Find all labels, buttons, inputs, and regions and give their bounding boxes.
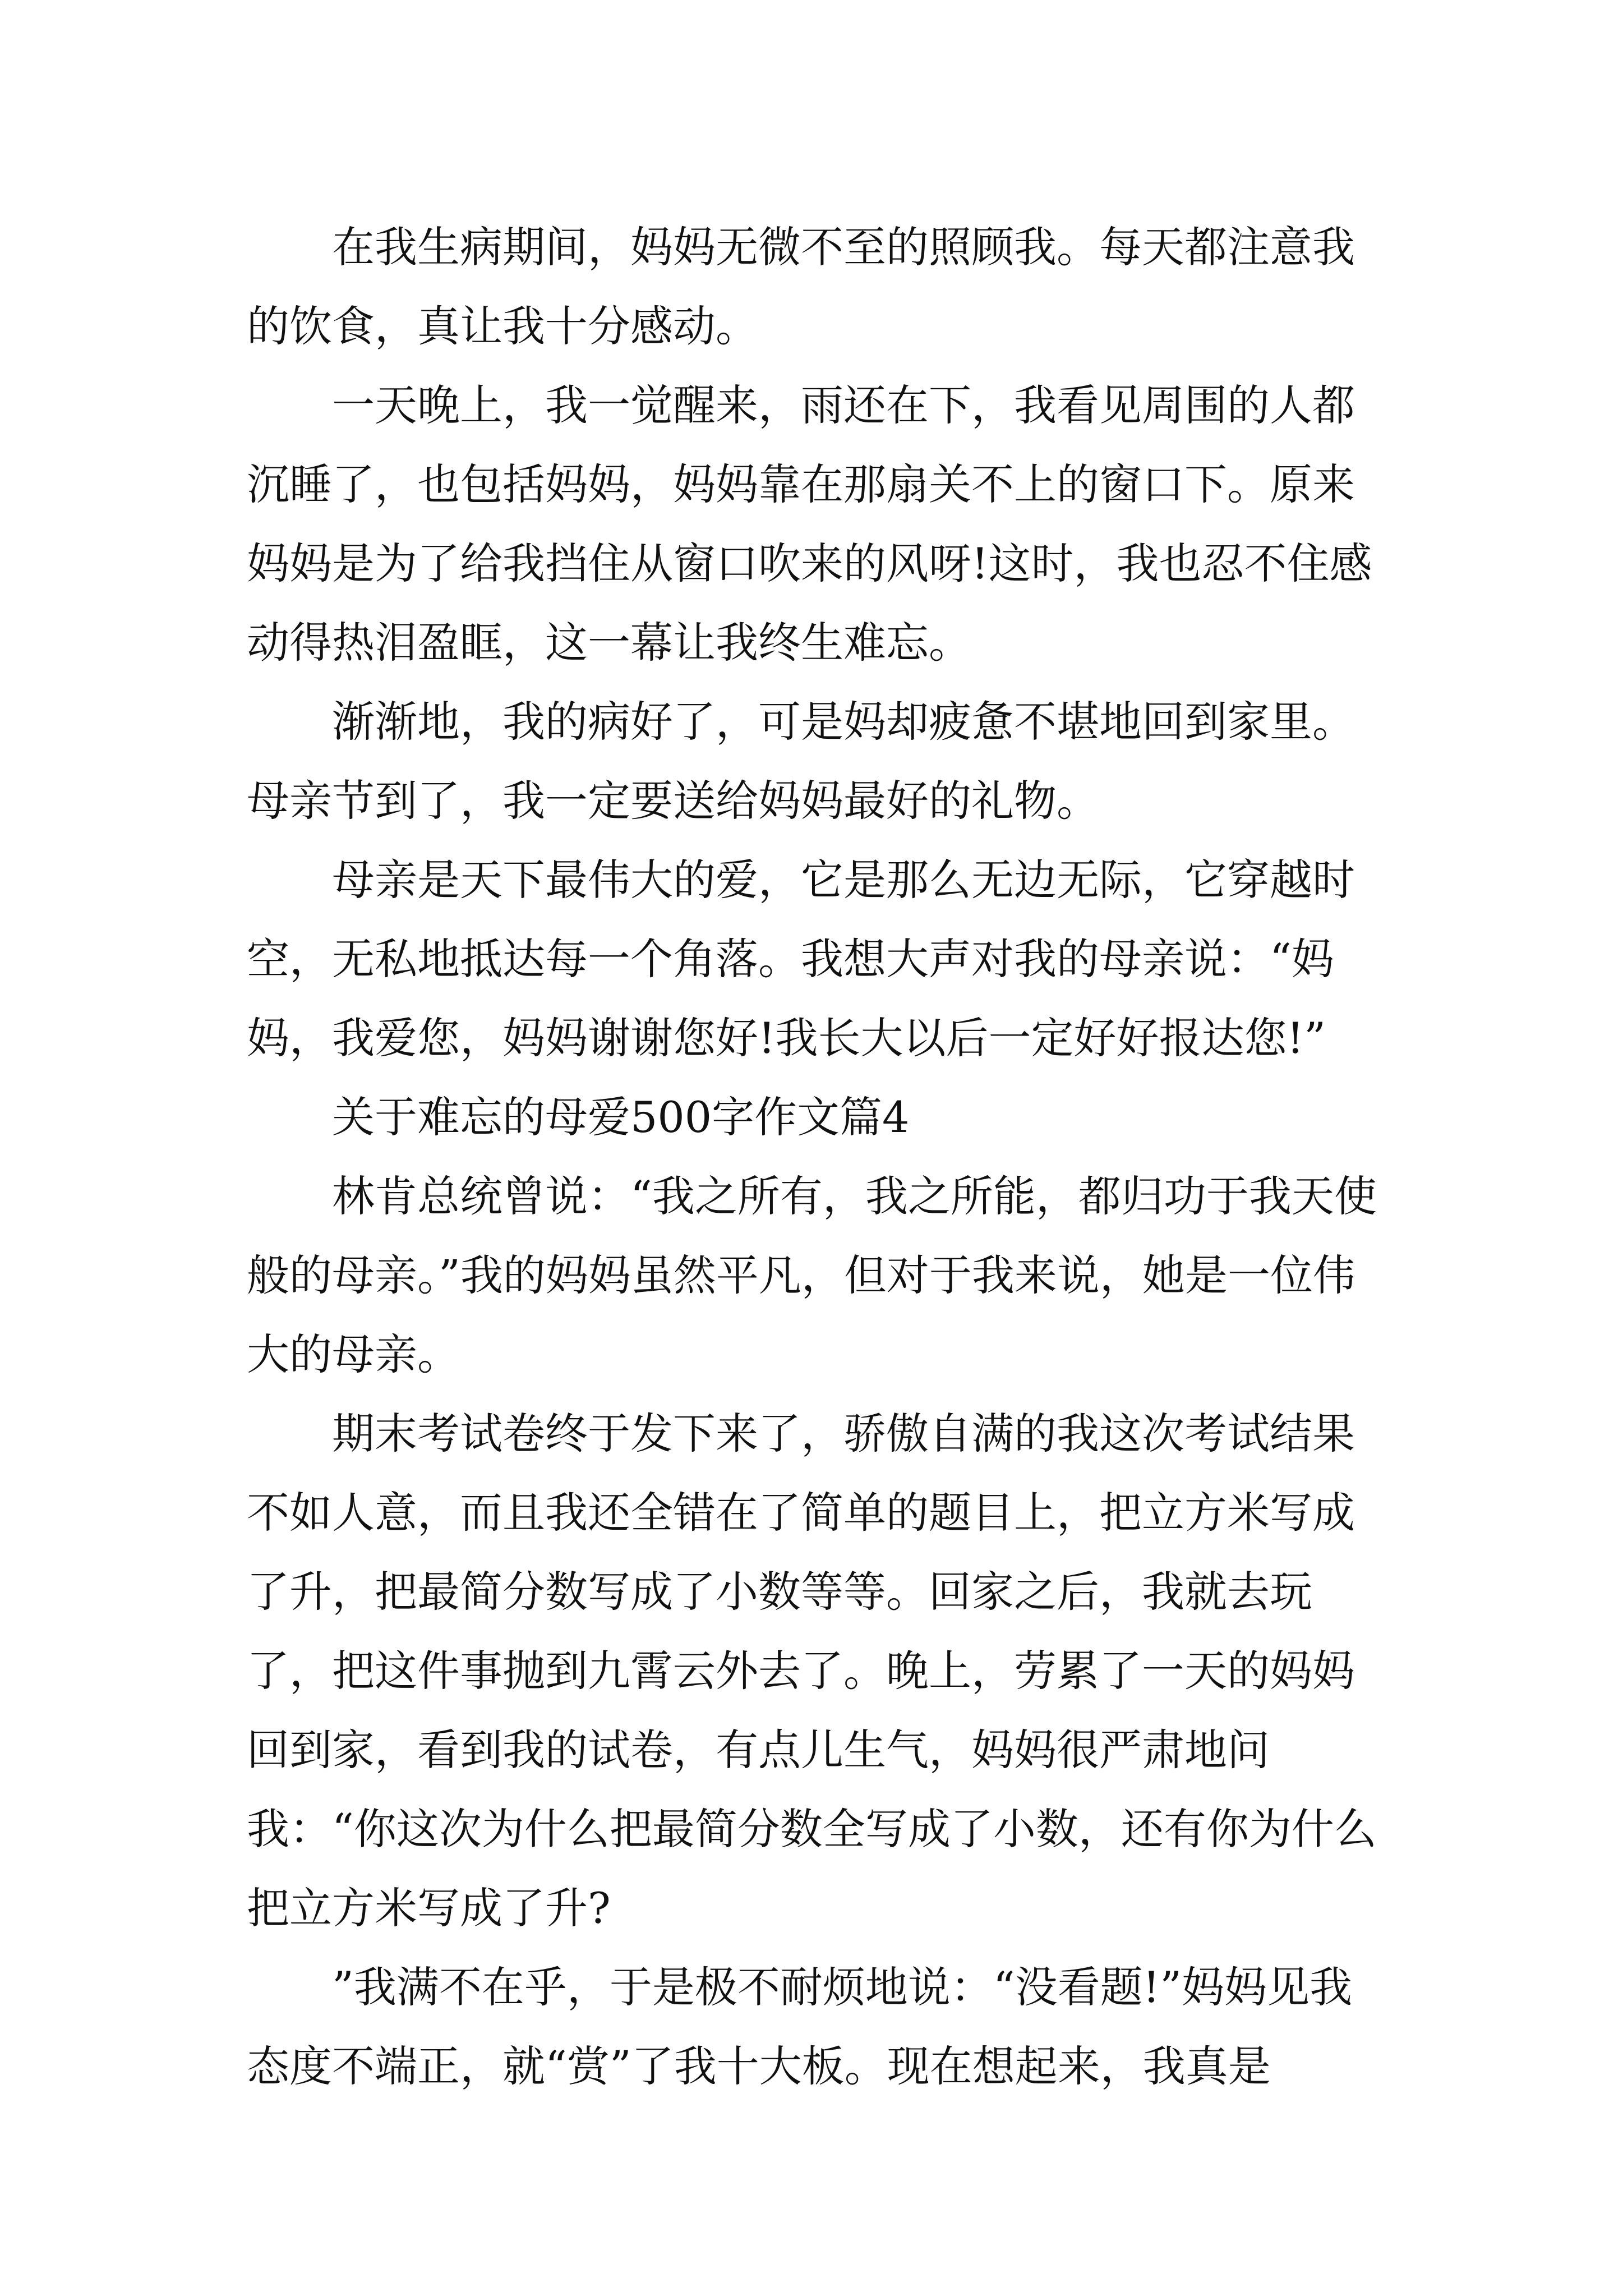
paragraph-2: 一天晚上，我一觉醒来，雨还在下，我看见周围的人都沉睡了，也包括妈妈，妈妈靠在那扇关不上的窗口下。原来妈妈是为了给我挡住从窗口吹来的风呀!这时，我也忍不住感动得热泪盈眶，这一幕让我终生难忘。 bbox=[247, 380, 1372, 668]
paragraph-3: 渐渐地，我的病好了，可是妈却疲惫不堪地回到家里。母亲节到了，我一定要送给妈妈最好的礼物。 bbox=[247, 697, 1355, 826]
document-body bbox=[247, 208, 1391, 2106]
paragraph-1: 在我生病期间，妈妈无微不至的照顾我。每天都注意我的饮食，真让我十分感动。 bbox=[247, 222, 1355, 351]
section-heading: 关于难忘的母爱500字作文篇4 bbox=[332, 1092, 910, 1142]
paragraph-7: ”我满不在乎，于是极不耐烦地说：“没看题!”妈妈见我态度不端正，就“赏”了我十大板。现在想起来，我真是 bbox=[247, 1962, 1353, 2091]
paragraph-5: 林肯总统曾说：“我之所有，我之所能，都归功于我天使般的母亲。”我的妈妈虽然平凡，但对于我来说，她是一位伟大的母亲。 bbox=[247, 1171, 1377, 1379]
paragraph-4: 母亲是天下最伟大的爱，它是那么无边无际，它穿越时空，无私地抵达每一个角落。我想大声对我的母亲说：“妈妈，我爱您，妈妈谢谢您好!我长大以后一定好好报达您!” bbox=[247, 855, 1355, 1063]
paragraph-6: 期末考试卷终于发下来了，骄傲自满的我这次考试结果不如人意，而且我还全错在了简单的题目上，把立方米写成了升，把最简分数写成了小数等等。回家之后，我就去玩了，把这件事抛到九霄云外去了。晚上，劳累了一天的妈妈回到家，看到我的试卷，有点儿生气，妈妈很严肃地问我：“你这次为什么把最简分数全写成了小数，还有你为什么把立方米写成了升? bbox=[247, 1409, 1377, 1933]
